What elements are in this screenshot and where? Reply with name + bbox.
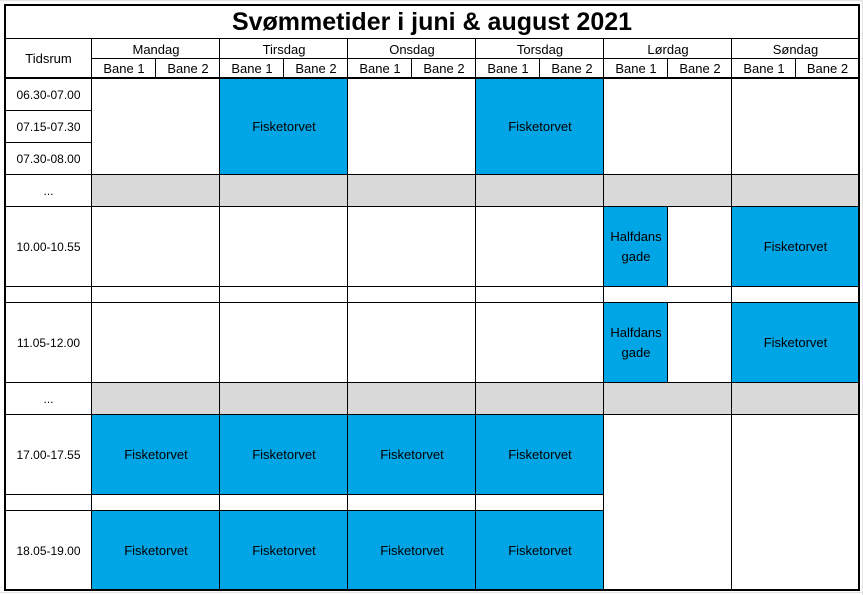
lane-header: Bane 1 xyxy=(359,61,401,76)
table-border xyxy=(4,4,860,6)
time-label: 17.00-17.55 xyxy=(16,447,81,462)
slot-mandag-1700: Fisketorvet xyxy=(92,415,220,494)
slot-tirsdag-1805: Fisketorvet xyxy=(220,511,348,590)
table-border xyxy=(539,58,540,78)
slot-torsdag-morning: Fisketorvet xyxy=(476,79,604,174)
table-border xyxy=(347,38,348,591)
lane-header: Bane 1 xyxy=(615,61,657,76)
table-border xyxy=(858,4,860,591)
table-border xyxy=(155,58,156,78)
table-border xyxy=(795,58,796,78)
time-label: 06.30-07.00 xyxy=(16,87,81,102)
table-border xyxy=(219,38,220,591)
lane-header: Bane 1 xyxy=(103,61,145,76)
table-border xyxy=(91,38,92,591)
table-border xyxy=(667,302,668,383)
lane-header: Bane 1 xyxy=(231,61,273,76)
table-border xyxy=(667,58,668,78)
lane-header: Bane 1 xyxy=(743,61,785,76)
table-border xyxy=(667,206,668,287)
lane-header: Bane 2 xyxy=(679,61,721,76)
slot-torsdag-1700: Fisketorvet xyxy=(476,415,604,494)
table-border xyxy=(731,38,732,591)
time-label: 07.15-07.30 xyxy=(16,119,81,134)
slot-lordag-1000: Halfdans gade xyxy=(604,207,668,286)
lane-header: Bane 2 xyxy=(167,61,209,76)
table-border xyxy=(475,38,476,591)
table-border xyxy=(411,58,412,78)
day-header-tirsdag: Tirsdag xyxy=(262,41,306,57)
time-label: 11.05-12.00 xyxy=(16,335,81,350)
time-label: 10.00-10.55 xyxy=(16,239,81,254)
gridline xyxy=(0,0,863,1)
time-label: 07.30-08.00 xyxy=(16,151,81,166)
table-border xyxy=(4,110,92,111)
table-border xyxy=(4,510,604,511)
lane-header: Bane 2 xyxy=(551,61,593,76)
lane-header: Bane 2 xyxy=(806,61,849,76)
day-header-onsdag: Onsdag xyxy=(389,41,435,57)
time-label: ... xyxy=(43,391,54,406)
gridline xyxy=(0,592,863,593)
slot-torsdag-1805: Fisketorvet xyxy=(476,511,604,590)
day-header-mandag: Mandag xyxy=(132,41,180,57)
time-label: ... xyxy=(43,184,54,198)
table-border xyxy=(603,38,604,591)
slot-mandag-1805: Fisketorvet xyxy=(92,511,220,590)
lane-header: Bane 1 xyxy=(487,61,529,76)
slot-tirsdag-1700: Fisketorvet xyxy=(220,415,348,494)
page-title: Svømmetider i juni & august 2021 xyxy=(231,7,633,36)
slot-sondag-1000: Fisketorvet xyxy=(732,207,859,286)
corner-label: Tidsrum xyxy=(25,51,72,66)
table-border xyxy=(4,4,6,591)
day-header-sondag: Søndag xyxy=(772,41,819,57)
table-border xyxy=(4,494,604,495)
table-border xyxy=(4,142,92,143)
lane-header: Bane 2 xyxy=(295,61,337,76)
lane-header: Bane 2 xyxy=(423,61,465,76)
day-header-torsdag: Torsdag xyxy=(516,41,564,57)
slot-lordag-1105: Halfdans gade xyxy=(604,303,668,382)
slot-tirsdag-morning: Fisketorvet xyxy=(220,79,348,174)
day-header-lordag: Lørdag xyxy=(647,41,689,57)
slot-onsdag-1805: Fisketorvet xyxy=(348,511,476,590)
slot-sondag-1105: Fisketorvet xyxy=(732,303,859,382)
slot-onsdag-1700: Fisketorvet xyxy=(348,415,476,494)
time-label: 18.05-19.00 xyxy=(16,543,81,558)
table-border xyxy=(283,58,284,78)
